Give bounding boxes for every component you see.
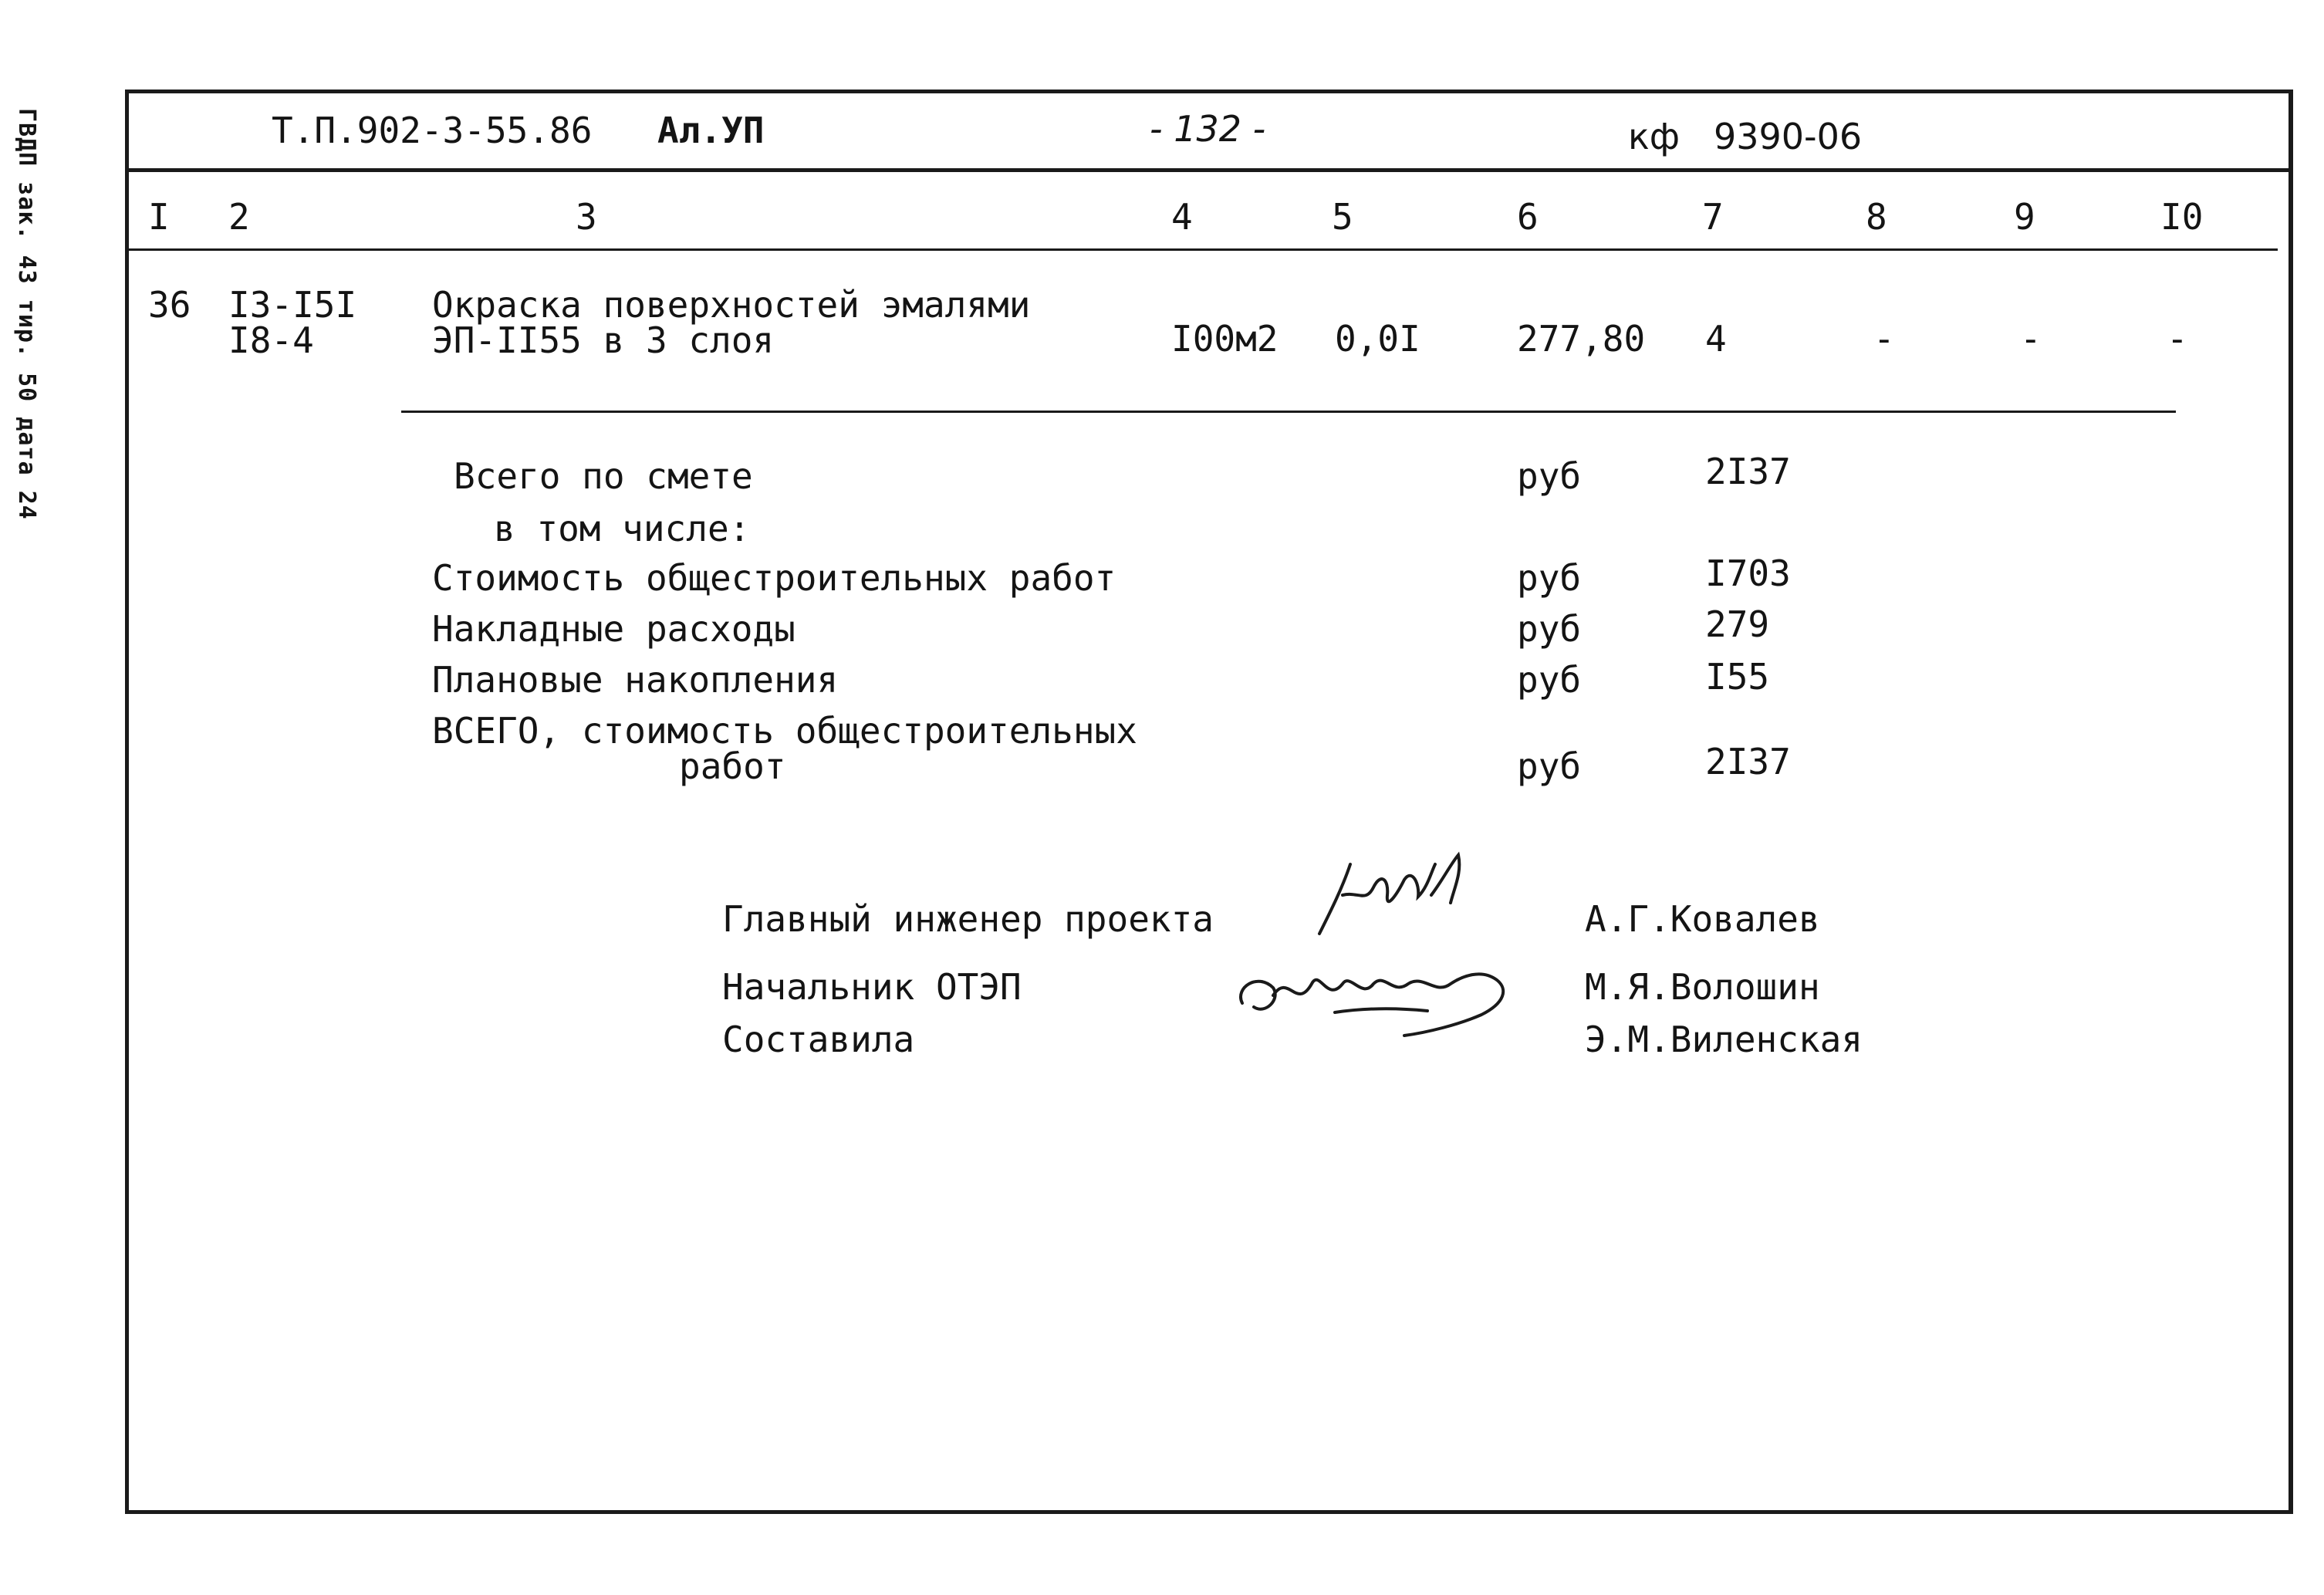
column-header-divider <box>125 248 2278 251</box>
work-description-line2: ЭП-II55 в 3 слоя <box>432 319 775 361</box>
column-9-value: - <box>2020 318 2042 360</box>
signature-name: А.Г.Ковалев <box>1585 898 1820 940</box>
side-stamp: ГВДП зак. 43 тир. 50 дата 24 <box>13 108 40 520</box>
column-8-value: - <box>1873 318 1895 360</box>
summary-item-unit: руб <box>1517 557 1582 599</box>
page-number: - 132 - <box>1150 108 1266 150</box>
grand-total-value: 2I37 <box>1705 741 1791 782</box>
work-description-line1: Окраска поверхностей эмалями <box>432 284 1031 326</box>
signature-role: Начальник ОТЭП <box>722 966 1022 1008</box>
grand-total-unit: руб <box>1517 745 1582 787</box>
signature-name: М.Я.Волошин <box>1585 966 1820 1008</box>
signature-role: Главный инженер проекта <box>722 898 1214 940</box>
column-number-2: 2 <box>228 196 250 238</box>
grand-total-label-line2: работ <box>679 745 786 787</box>
total-estimate-value: 2I37 <box>1705 451 1791 492</box>
column-number-10: I0 <box>2160 196 2204 238</box>
handwritten-signature-head-otep <box>1227 941 1535 1042</box>
signature-name: Э.М.Виленская <box>1585 1019 1863 1060</box>
grand-total-label-line1: ВСЕГО, стоимость общестроительных <box>432 710 1137 752</box>
handwritten-signature-chief-engineer <box>1296 849 1497 949</box>
column-number-7: 7 <box>1702 196 1724 238</box>
column-number-4: 4 <box>1171 196 1193 238</box>
rate-code-line1: I3-I5I <box>228 284 357 326</box>
total-estimate-label: Всего по смете <box>454 455 753 497</box>
project-code: Т.П.902-3-55.86 <box>272 110 593 151</box>
summary-item-unit: руб <box>1517 659 1582 701</box>
row-divider <box>401 411 2176 413</box>
doc-code: кф 9390-06 <box>1628 116 1863 157</box>
total-estimate-unit: руб <box>1517 455 1582 497</box>
summary-item-value: 279 <box>1705 603 1770 645</box>
column-number-9: 9 <box>2014 196 2035 238</box>
unit-of-measure: I00м2 <box>1171 318 1279 360</box>
row-number: 36 <box>148 284 191 326</box>
summary-item-unit: руб <box>1517 608 1582 650</box>
column-number-1: I <box>148 196 170 238</box>
quantity: 0,0I <box>1335 318 1420 360</box>
column-number-8: 8 <box>1866 196 1887 238</box>
summary-item-label: Стоимость общестроительных работ <box>432 557 1116 599</box>
unit-price: 277,80 <box>1517 318 1646 360</box>
column-number-6: 6 <box>1517 196 1539 238</box>
including-label: в том числе: <box>494 508 751 549</box>
summary-item-label: Накладные расходы <box>432 608 795 650</box>
column-number-3: 3 <box>576 196 597 238</box>
total-cost: 4 <box>1705 318 1727 360</box>
signature-role: Составила <box>722 1019 915 1060</box>
summary-item-value: I55 <box>1705 656 1770 698</box>
column-10-value: - <box>2167 318 2188 360</box>
summary-item-value: I703 <box>1705 553 1791 594</box>
album-label: Ал.УП <box>657 110 765 151</box>
summary-item-label: Плановые накопления <box>432 659 839 701</box>
header-divider <box>125 168 2293 172</box>
rate-code-line2: I8-4 <box>228 319 314 361</box>
column-number-5: 5 <box>1332 196 1353 238</box>
